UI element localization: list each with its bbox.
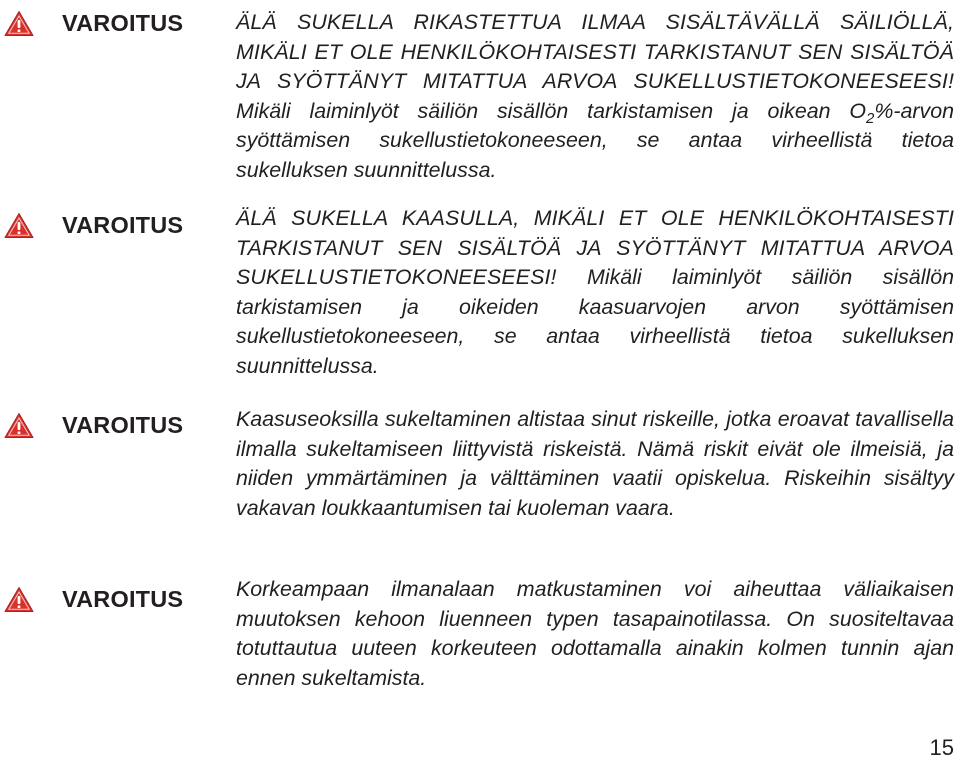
warning-text [236, 8, 954, 186]
warning-caps-text: ÄLÄ SUKELLA RIKASTETTUA ILMAA SISÄLTÄVÄLLÄ SÄILIÖLLÄ, MIKÄLI ET OLE HENKILÖKOHTAISESTI TARKISTANUT SEN SISÄLTÖÄ JA SYÖTTÄNYT MITATTUA ARVOA SUKELLUSTIETOKONEESEESI! [236, 10, 954, 94]
warning-triangle-icon [4, 212, 34, 239]
warning-triangle-icon [4, 586, 34, 613]
warning-label: VAROITUS [62, 212, 184, 238]
warning-triangle-icon [4, 412, 34, 439]
warning-body-text: Mikäli laiminlyöt säiliön sisällön tarkistamisen ja oikean O [236, 98, 866, 123]
subscript: 2 [866, 109, 875, 127]
warning-body-text: Kaasuseoksilla sukeltaminen altistaa sinut riskeille, jotka eroavat tavallisella ilmalla sukeltamiseen liittyvistä riskeistä. Nämä riskit eivät ole ilmeisiä, ja niiden ymmärtäminen ja välttäminen vaatii opiskelua. Riskeihin sisältyy vakavan loukkaantumisen tai kuoleman vaara. [236, 407, 954, 520]
warning-caps-text: ÄLÄ SUKELLA KAASULLA, MIKÄLI ET OLE HENKILÖKOHTAISESTI TARKISTANUT SEN SISÄLTÖÄ JA SYÖTTÄNYT MITATTUA ARVOA SUKELLUSTIETOKONEESEESI! [236, 206, 954, 290]
warning-body-text: Korkeampaan ilmanalaan matkustaminen voi aiheuttaa väliaikaisen muutoksen kehoon liuenneen typen tasapainotilassa. On suositeltavaa totuttautua uuteen korkeuteen odottamalla ainakin kolmen tunnin ajan ennen sukeltamista. [236, 577, 954, 690]
warning-text [236, 575, 954, 693]
page-number: 15 [929, 735, 954, 760]
warning-text [236, 405, 954, 523]
warning-label: VAROITUS [62, 412, 184, 438]
warning-triangle-icon [4, 10, 34, 37]
warning-body-text: Mikäli laiminlyöt säiliön sisällön tarkistamisen ja oikeiden kaasuarvojen arvon syöttämisen sukellustietokoneeseen, se antaa virheellistä tietoa sukelluksen suunnittelussa. [236, 265, 954, 378]
warning-label: VAROITUS [62, 586, 184, 612]
warning-text [236, 204, 954, 382]
warning-body-text: %-arvon syöttämisen sukellustietokoneeseen, se antaa virheellistä tietoa sukelluksen suunnittelussa. [236, 98, 954, 182]
warning-label: VAROITUS [62, 10, 184, 36]
